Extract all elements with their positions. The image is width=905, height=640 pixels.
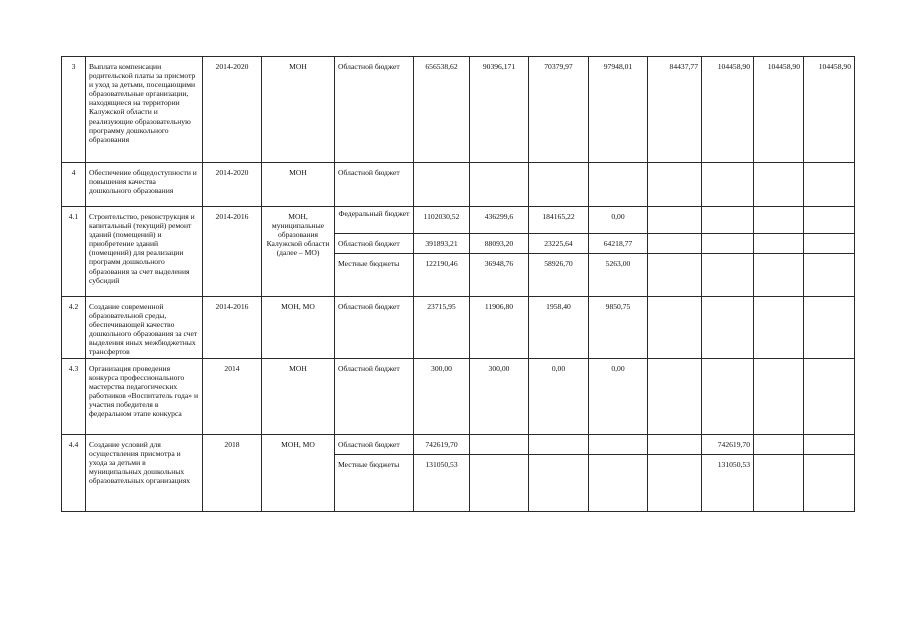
- amount-cell: [589, 435, 648, 455]
- table-row: [62, 297, 855, 359]
- amount-cell: [804, 207, 855, 234]
- funding-source: Областной бюджет: [335, 57, 414, 163]
- amount-cell: [648, 254, 702, 297]
- amount-cell: 656538,62: [414, 57, 470, 163]
- amount-cell: 9850,75: [589, 297, 648, 359]
- amount-cell: 97948,01: [589, 57, 648, 163]
- amount-cell: [414, 163, 470, 207]
- amount-cell: 11906,80: [470, 297, 529, 359]
- amount-cell: [589, 455, 648, 512]
- funding-source: Местные бюджеты: [335, 254, 414, 297]
- measure-name: Выплата компенсации родительской платы за присмотр и уход за детьми, посещающими образовательные организации, находящиеся на территории Калужской области и реализующие образовательную программу дошкольного образования: [86, 57, 203, 163]
- amount-cell: [804, 435, 855, 455]
- funding-source: Областной бюджет: [335, 297, 414, 359]
- measure-name: Создание современной образовательной среды, обеспечивающей качество дошкольного образования за счет выделения иных межбюджетных трансфертов: [86, 297, 203, 359]
- amount-cell: 58926,70: [529, 254, 589, 297]
- amount-cell: 88093,20: [470, 234, 529, 254]
- amount-cell: [754, 297, 804, 359]
- amount-cell: [648, 207, 702, 234]
- executor-cell: МОН, муниципальные образования Калужской области (далее – МО): [262, 207, 335, 297]
- amount-cell: [702, 163, 754, 207]
- amount-cell: 0,00: [589, 359, 648, 435]
- amount-cell: [648, 234, 702, 254]
- amount-cell: 104458,90: [804, 57, 855, 163]
- amount-cell: [702, 234, 754, 254]
- measure-name: Строительство, реконструкция и капитальный (текущий) ремонт зданий (помещений) и приобретение зданий (помещений) для реализации программ дошкольного образования за счет выделения субсидий: [86, 207, 203, 297]
- amount-cell: [702, 254, 754, 297]
- table-row: [62, 359, 855, 435]
- funding-source: Местные бюджеты: [335, 455, 414, 512]
- amount-cell: 391893,21: [414, 234, 470, 254]
- amount-cell: 104458,90: [702, 57, 754, 163]
- amount-cell: 64218,77: [589, 234, 648, 254]
- period-cell: 2014: [203, 359, 262, 435]
- executor-cell: МОН: [262, 163, 335, 207]
- amount-cell: [754, 435, 804, 455]
- amount-cell: 0,00: [589, 207, 648, 234]
- amount-cell: 1102030,52: [414, 207, 470, 234]
- amount-cell: 131050,53: [702, 455, 754, 512]
- amount-cell: [648, 163, 702, 207]
- period-cell: 2014-2020: [203, 163, 262, 207]
- amount-cell: [754, 254, 804, 297]
- amount-cell: 184165,22: [529, 207, 589, 234]
- row-number: 4.1: [62, 207, 86, 297]
- amount-cell: 742619,70: [702, 435, 754, 455]
- amount-cell: [804, 254, 855, 297]
- measure-name: Обеспечение общедоступности и повышения качества дошкольного образования: [86, 163, 203, 207]
- amount-cell: [754, 359, 804, 435]
- table-row: [62, 435, 855, 455]
- amount-cell: [754, 207, 804, 234]
- amount-cell: 23715,95: [414, 297, 470, 359]
- amount-cell: 36948,76: [470, 254, 529, 297]
- period-cell: 2014-2016: [203, 207, 262, 297]
- executor-cell: МОН, МО: [262, 435, 335, 512]
- amount-cell: [529, 435, 589, 455]
- amount-cell: 1958,40: [529, 297, 589, 359]
- amount-cell: 84437,77: [648, 57, 702, 163]
- amount-cell: [804, 359, 855, 435]
- row-number: 4.4: [62, 435, 86, 512]
- funding-source: Областной бюджет: [335, 234, 414, 254]
- amount-cell: [804, 297, 855, 359]
- amount-cell: [754, 455, 804, 512]
- executor-cell: МОН, МО: [262, 297, 335, 359]
- amount-cell: 300,00: [414, 359, 470, 435]
- amount-cell: [804, 455, 855, 512]
- row-number: 4.3: [62, 359, 86, 435]
- executor-cell: МОН: [262, 57, 335, 163]
- amount-cell: [648, 455, 702, 512]
- amount-cell: [804, 163, 855, 207]
- amount-cell: 23225,64: [529, 234, 589, 254]
- period-cell: 2018: [203, 435, 262, 512]
- amount-cell: [702, 207, 754, 234]
- amount-cell: [648, 297, 702, 359]
- amount-cell: [702, 297, 754, 359]
- measure-name: Организация проведения конкурса профессионального мастерства педагогических работников «Воспитатель года» и участия победителя в федеральном этапе конкурса: [86, 359, 203, 435]
- budget-table: [61, 56, 855, 512]
- amount-cell: 0,00: [529, 359, 589, 435]
- amount-cell: [648, 435, 702, 455]
- funding-source: Областной бюджет: [335, 435, 414, 455]
- table-row: [62, 207, 855, 234]
- period-cell: 2014-2016: [203, 297, 262, 359]
- row-number: 4: [62, 163, 86, 207]
- table-row: [62, 163, 855, 207]
- table-row: [62, 57, 855, 163]
- amount-cell: 5263,00: [589, 254, 648, 297]
- amount-cell: [529, 455, 589, 512]
- period-cell: 2014-2020: [203, 57, 262, 163]
- amount-cell: 131050,53: [414, 455, 470, 512]
- amount-cell: [648, 359, 702, 435]
- amount-cell: [470, 163, 529, 207]
- executor-cell: МОН: [262, 359, 335, 435]
- amount-cell: 742619,70: [414, 435, 470, 455]
- amount-cell: 104458,90: [754, 57, 804, 163]
- measure-name: Создание условий для осуществления присмотра и ухода за детьми в муниципальных дошкольных образовательных организациях: [86, 435, 203, 512]
- amount-cell: [470, 455, 529, 512]
- amount-cell: 300,00: [470, 359, 529, 435]
- amount-cell: [804, 234, 855, 254]
- amount-cell: [470, 435, 529, 455]
- amount-cell: [529, 163, 589, 207]
- amount-cell: [702, 359, 754, 435]
- amount-cell: [754, 163, 804, 207]
- funding-source: Областной бюджет: [335, 163, 414, 207]
- amount-cell: 70379,97: [529, 57, 589, 163]
- amount-cell: 436299,6: [470, 207, 529, 234]
- amount-cell: 90396,171: [470, 57, 529, 163]
- funding-source: Федеральный бюджет: [335, 207, 414, 234]
- amount-cell: [754, 234, 804, 254]
- row-number: 3: [62, 57, 86, 163]
- row-number: 4.2: [62, 297, 86, 359]
- funding-source: Областной бюджет: [335, 359, 414, 435]
- amount-cell: [589, 163, 648, 207]
- amount-cell: 122190,46: [414, 254, 470, 297]
